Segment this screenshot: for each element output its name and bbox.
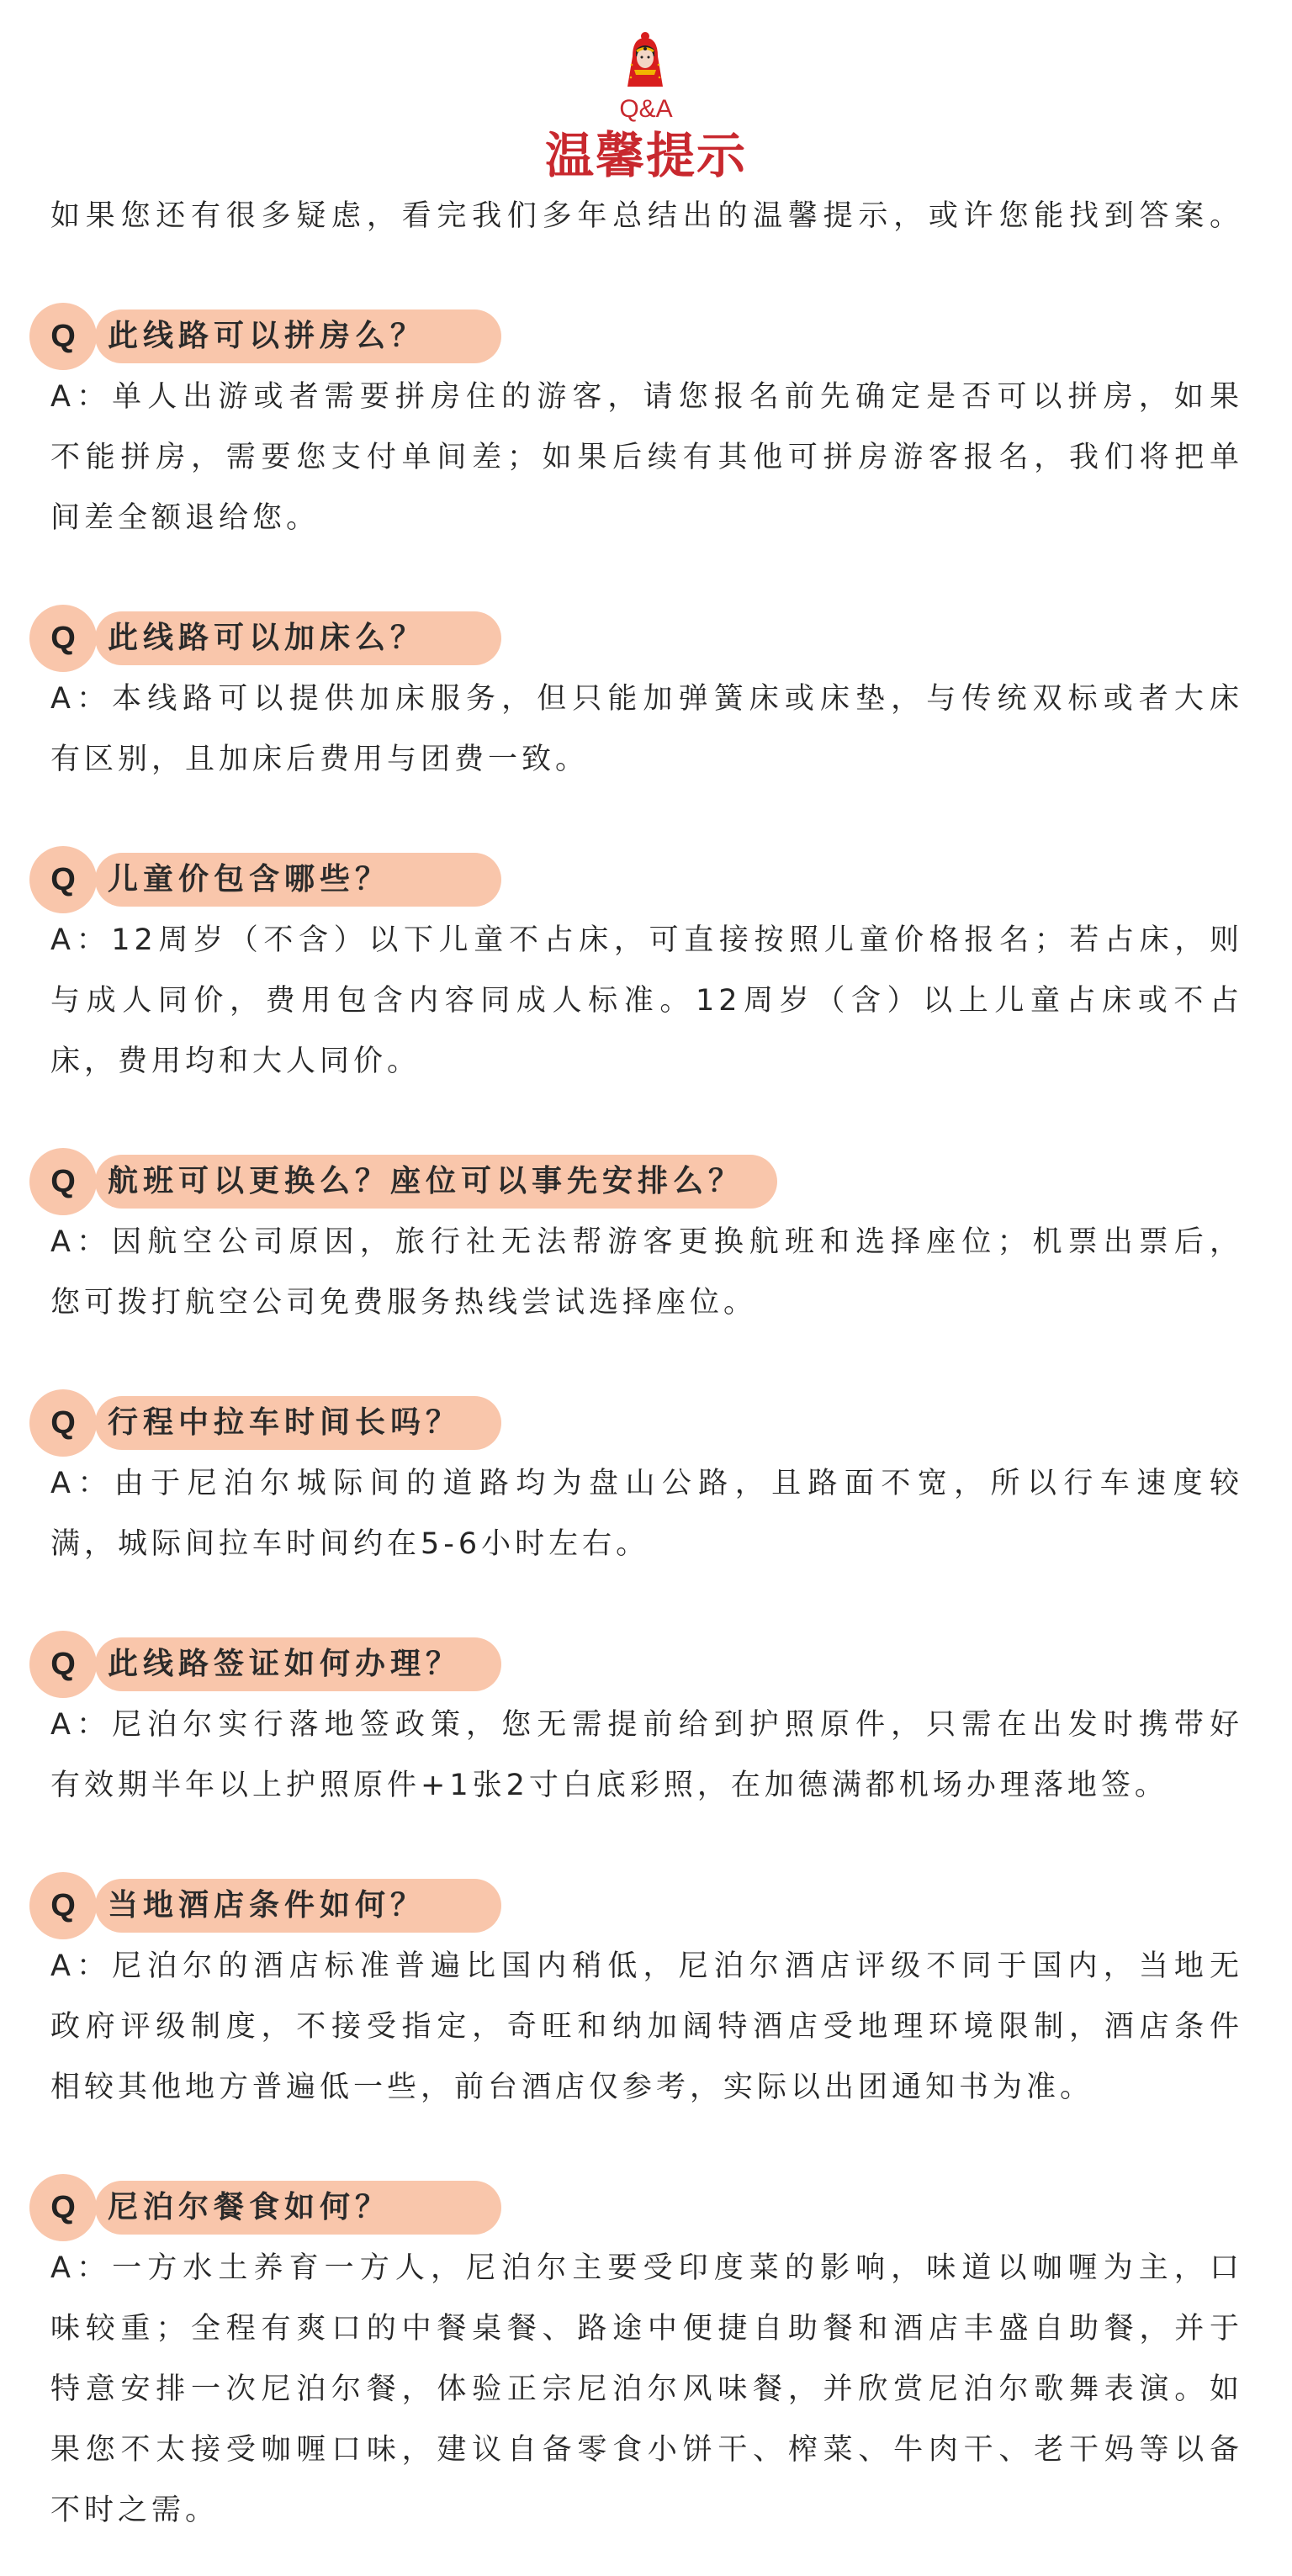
answer-line: 政府评级制度，不接受指定，奇旺和纳加阔特酒店受地理环境限制，酒店条件 bbox=[50, 2010, 1243, 2044]
answer-line: 味较重；全程有爽口的中餐桌餐、路途中便捷自助餐和酒店丰盛自助餐，并于 bbox=[50, 2312, 1243, 2346]
question-row bbox=[29, 608, 1292, 669]
question-row bbox=[29, 1151, 1292, 1212]
answer bbox=[50, 367, 1243, 548]
answer-line: 相较其他地方普遍低一些，前台酒店仅参考，实际以出团通知书为准。 bbox=[50, 2071, 1094, 2104]
answer-line: 满，城际间拉车时间约在5-6小时左右。 bbox=[50, 1527, 650, 1561]
faq-item bbox=[29, 1393, 1292, 1574]
kumari-mascot-icon bbox=[624, 31, 666, 87]
answer-line: A：12周岁（不含）以下儿童不占床，可直接按照儿童价格报名；若占床，则 bbox=[50, 923, 1243, 957]
answer-line: A：尼泊尔的酒店标准普遍比国内稍低，尼泊尔酒店评级不同于国内，当地无 bbox=[50, 1949, 1243, 1983]
page-title: 温馨提示 bbox=[544, 127, 747, 184]
intro-text: 如果您还有很多疑虑，看完我们多年总结出的温馨提示，或许您能找到答案。 bbox=[50, 199, 1243, 233]
faq-item bbox=[29, 1151, 1292, 1333]
question-row bbox=[29, 1393, 1292, 1453]
question-row bbox=[29, 1634, 1292, 1695]
answer-line: 床，费用均和大人同价。 bbox=[50, 1045, 421, 1078]
answer-line: 有效期半年以上护照原件+1张2寸白底彩照，在加德满都机场办理落地签。 bbox=[50, 1769, 1168, 1802]
answer-line: 与成人同价，费用包含内容同成人标准。12周岁（含）以上儿童占床或不占 bbox=[50, 984, 1243, 1018]
question-text: 儿童价包含哪些？ bbox=[95, 853, 501, 907]
question-row bbox=[29, 306, 1292, 367]
answer-line: 果您不太接受咖喱口味，建议自备零食小饼干、榨菜、牛肉干、老干妈等以备 bbox=[50, 2433, 1243, 2467]
faq-item bbox=[29, 2177, 1292, 2541]
question-badge: Q bbox=[29, 2174, 97, 2241]
question-badge: Q bbox=[29, 1631, 97, 1698]
answer-line: A：尼泊尔实行落地签政策，您无需提前给到护照原件，只需在出发时携带好 bbox=[50, 1708, 1243, 1742]
question-text: 行程中拉车时间长吗？ bbox=[95, 1396, 501, 1450]
answer bbox=[50, 1695, 1243, 1816]
answer-line: A：因航空公司原因，旅行社无法帮游客更换航班和选择座位；机票出票后， bbox=[50, 1225, 1243, 1259]
answer bbox=[50, 1936, 1243, 2118]
qa-label: Q&A bbox=[619, 95, 673, 123]
answer-line: 不能拼房，需要您支付单间差；如果后续有其他可拼房游客报名，我们将把单 bbox=[50, 441, 1243, 474]
faq-item bbox=[29, 306, 1292, 548]
answer-line: 有区别，且加床后费用与团费一致。 bbox=[50, 743, 590, 776]
answer bbox=[50, 669, 1243, 790]
answer-line: 不时之需。 bbox=[50, 2494, 220, 2527]
question-row bbox=[29, 849, 1292, 910]
question-badge: Q bbox=[29, 303, 97, 370]
question-badge: Q bbox=[29, 1389, 97, 1457]
question-text: 尼泊尔餐食如何？ bbox=[95, 2181, 501, 2235]
question-text: 当地酒店条件如何？ bbox=[95, 1879, 501, 1933]
answer-line: 特意安排一次尼泊尔餐，体验正宗尼泊尔风味餐，并欣赏尼泊尔歌舞表演。如 bbox=[50, 2372, 1243, 2406]
answer bbox=[50, 2238, 1243, 2541]
question-row bbox=[29, 2177, 1292, 2238]
question-badge: Q bbox=[29, 1148, 97, 1215]
question-badge: Q bbox=[29, 846, 97, 913]
question-badge: Q bbox=[29, 1872, 97, 1939]
answer-line: 间差全额退给您。 bbox=[50, 501, 320, 535]
answer-line: A：一方水土养育一方人，尼泊尔主要受印度菜的影响，味道以咖喱为主，口 bbox=[50, 2251, 1243, 2285]
question-row bbox=[29, 1875, 1292, 1936]
answer bbox=[50, 1212, 1243, 1333]
answer bbox=[50, 1453, 1243, 1574]
question-text: 此线路签证如何办理？ bbox=[95, 1637, 501, 1691]
faq-item bbox=[29, 849, 1292, 1092]
question-text: 此线路可以加床么？ bbox=[95, 611, 501, 665]
faq-list bbox=[29, 306, 1292, 2541]
answer-line: A：单人出游或者需要拼房住的游客，请您报名前先确定是否可以拼房，如果 bbox=[50, 380, 1243, 414]
answer-line: A：本线路可以提供加床服务，但只能加弹簧床或床垫，与传统双标或者大床 bbox=[50, 682, 1243, 716]
question-text: 此线路可以拼房么？ bbox=[95, 309, 501, 363]
answer-line: 您可拨打航空公司免费服务热线尝试选择座位。 bbox=[50, 1286, 758, 1320]
question-badge: Q bbox=[29, 605, 97, 672]
header bbox=[0, 0, 1292, 185]
faq-item bbox=[29, 608, 1292, 790]
faq-item bbox=[29, 1634, 1292, 1816]
answer bbox=[50, 910, 1243, 1092]
question-text: 航班可以更换么？座位可以事先安排么？ bbox=[95, 1155, 777, 1209]
answer-line: A：由于尼泊尔城际间的道路均为盘山公路，且路面不宽，所以行车速度较 bbox=[50, 1467, 1243, 1500]
faq-item bbox=[29, 1875, 1292, 2118]
